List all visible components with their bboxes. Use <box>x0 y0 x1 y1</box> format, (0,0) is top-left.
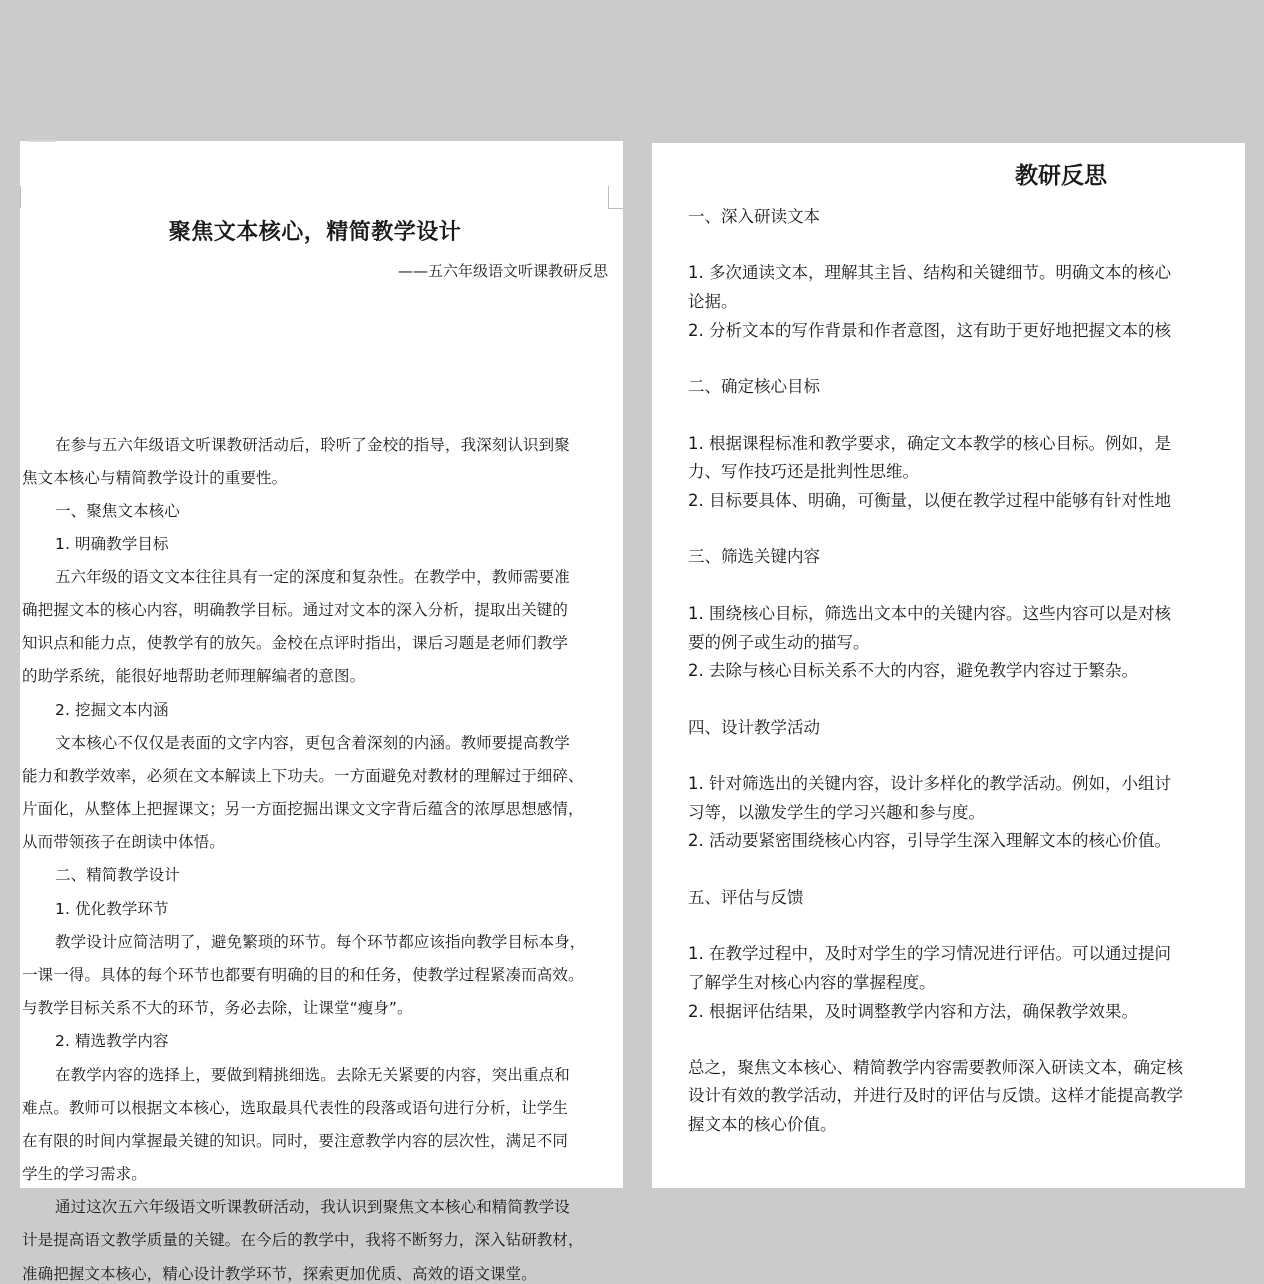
list-item-line: 1. 多次通读文本，理解其主旨、结构和关键细节。明确文本的核心 <box>688 263 1171 282</box>
paragraph-line: 在有限的时间内掌握最关键的知识。同时，要注意教学内容的层次性，满足不同 <box>22 1132 569 1150</box>
list-item-line: 力、写作技巧还是批判性思维。 <box>688 462 919 481</box>
paragraph-line: 学生的学习需求。 <box>22 1165 147 1183</box>
document-subtitle: ——五六年级语文听课教研反思 <box>397 262 608 280</box>
paragraph-line: 一课一得。具体的每个环节也都要有明确的目的和任务，使教学过程紧凑而高效。 <box>22 966 584 984</box>
section-heading: 三、筛选关键内容 <box>688 547 820 566</box>
summary-line: 握文本的核心价值。 <box>688 1115 837 1134</box>
section-heading: 四、设计教学活动 <box>688 718 820 737</box>
paragraph-line: 焦文本核心与精简教学设计的重要性。 <box>22 469 288 487</box>
crop-mark-right <box>608 186 623 209</box>
crop-mark-left <box>20 186 21 208</box>
section-heading: 二、精简教学设计 <box>55 866 180 884</box>
list-item-line: 1. 在教学过程中，及时对学生的学习情况进行评估。可以通过提问 <box>688 944 1171 963</box>
list-item-line: 习等，以激发学生的学习兴趣和参与度。 <box>688 803 985 822</box>
list-item-line: 2. 根据评估结果，及时调整教学内容和方法，确保教学效果。 <box>688 1002 1138 1021</box>
paragraph-line: 难点。教师可以根据文本核心，选取最具代表性的段落或语句进行分析，让学生 <box>22 1099 569 1117</box>
list-item-line: 2. 去除与核心目标关系不大的内容，避免教学内容过于繁杂。 <box>688 661 1138 680</box>
summary-line: 总之，聚焦文本核心、精简教学内容需要教师深入研读文本，确定核 <box>688 1058 1183 1077</box>
paragraph-line: 从而带领孩子在朗读中体悟。 <box>22 833 225 851</box>
subsection-heading: 2. 精选教学内容 <box>55 1032 169 1050</box>
paragraph-line: 五六年级的语文文本往往具有一定的深度和复杂性。在教学中，教师需要准 <box>55 568 570 586</box>
paragraph-line: 与教学目标关系不大的环节，务必去除，让课堂“瘦身”。 <box>22 999 413 1017</box>
paragraph-line: 的助学系统，能很好地帮助老师理解编者的意图。 <box>22 667 366 685</box>
paragraph-line: 能力和教学效率，必须在文本解读上下功夫。一方面避免对教材的理解过于细碎、 <box>22 767 584 785</box>
list-item-line: 论据。 <box>688 292 738 311</box>
paragraph-line: 在教学内容的选择上，要做到精挑细选。去除无关紧要的内容，突出重点和 <box>55 1066 570 1084</box>
paragraph-line: 准确把握文本核心，精心设计教学环节，探索更加优质、高效的语文课堂。 <box>22 1265 537 1283</box>
list-item-line: 1. 根据课程标准和教学要求，确定文本教学的核心目标。例如，是 <box>688 434 1171 453</box>
list-item-line: 2. 目标要具体、明确，可衡量，以便在教学过程中能够有针对性地 <box>688 491 1171 510</box>
page-edge-mark <box>28 140 56 142</box>
section-heading: 一、聚焦文本核心 <box>55 502 180 520</box>
list-item-line: 要的例子或生动的描写。 <box>688 633 870 652</box>
list-item-line: 2. 活动要紧密围绕核心内容，引导学生深入理解文本的核心价值。 <box>688 831 1171 850</box>
document-title: 聚焦文本核心，精简教学设计 <box>168 220 462 245</box>
left-document-page <box>20 141 623 1283</box>
reflection-title: 教研反思 <box>1015 163 1107 189</box>
list-item-line: 2. 分析文本的写作背景和作者意图，这有助于更好地把握文本的核 <box>688 321 1171 340</box>
paragraph-line: 计是提高语文教学质量的关键。在今后的教学中，我将不断努力，深入钻研教材， <box>22 1231 584 1249</box>
section-heading: 五、评估与反馈 <box>688 888 804 907</box>
paragraph-line: 片面化，从整体上把握课文；另一方面挖掘出课文文字背后蕴含的浓厚思想感情， <box>22 800 584 818</box>
list-item-line: 了解学生对核心内容的掌握程度。 <box>688 973 936 992</box>
right-document-page <box>652 143 1245 1188</box>
paragraph-line: 教学设计应简洁明了，避免繁琐的环节。每个环节都应该指向教学目标本身， <box>55 933 586 951</box>
paragraph-line: 确把握文本的核心内容，明确教学目标。通过对文本的深入分析，提取出关键的 <box>22 601 569 619</box>
paragraph-line: 知识点和能力点，使教学有的放矢。金校在点评时指出，课后习题是老师们教学 <box>22 634 569 652</box>
subsection-heading: 1. 明确教学目标 <box>55 535 169 553</box>
list-item-line: 1. 针对筛选出的关键内容，设计多样化的教学活动。例如，小组讨 <box>688 774 1171 793</box>
subsection-heading: 1. 优化教学环节 <box>55 900 169 918</box>
paragraph-line: 在参与五六年级语文听课教研活动后，聆听了金校的指导，我深刻认识到聚 <box>55 436 570 454</box>
section-heading: 一、深入研读文本 <box>688 207 820 226</box>
subsection-heading: 2. 挖掘文本内涵 <box>55 701 169 719</box>
list-item-line: 1. 围绕核心目标，筛选出文本中的关键内容。这些内容可以是对核 <box>688 604 1171 623</box>
summary-line: 设计有效的教学活动，并进行及时的评估与反馈。这样才能提高教学 <box>688 1086 1183 1105</box>
paragraph-line: 文本核心不仅仅是表面的文字内容，更包含着深刻的内涵。教师要提高教学 <box>55 734 570 752</box>
paragraph-line: 通过这次五六年级语文听课教研活动，我认识到聚焦文本核心和精简教学设 <box>55 1198 570 1216</box>
section-heading: 二、确定核心目标 <box>688 377 820 396</box>
